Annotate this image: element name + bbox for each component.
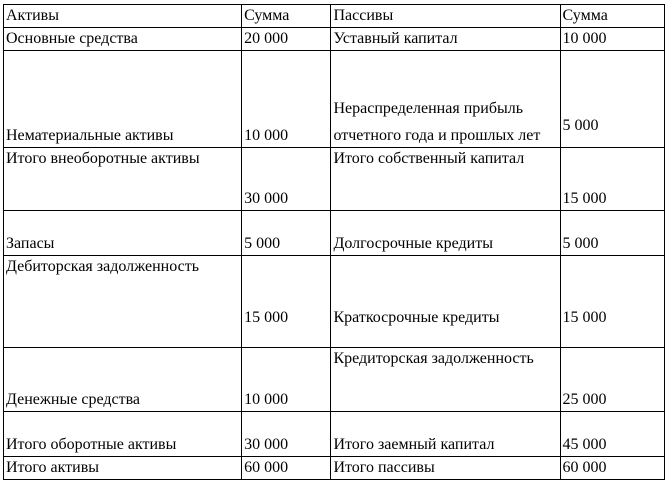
table-row: [4, 457, 665, 480]
asset-label: Итого оборотные активы: [4, 412, 242, 457]
liability-label-line1: Нераспределенная прибыль: [333, 100, 523, 117]
liability-label: Кредиторская задолженность: [331, 348, 560, 412]
table-row: [4, 51, 665, 148]
asset-label: Запасы: [4, 211, 242, 256]
header-assets-sum: Сумма: [242, 5, 331, 28]
liability-label: Краткосрочные кредиты: [331, 256, 560, 348]
asset-sum: 30 000: [242, 148, 331, 211]
asset-label: Денежные средства: [4, 348, 242, 412]
header-assets: Активы: [4, 5, 242, 28]
table-row: [4, 148, 665, 211]
asset-sum: 10 000: [242, 348, 331, 412]
liability-sum: 15 000: [560, 148, 665, 211]
liability-sum: 60 000: [560, 457, 665, 480]
liability-label: Итого заемный капитал: [331, 412, 560, 457]
table-row: [4, 412, 665, 457]
asset-label: Итого внеоборотные активы: [4, 148, 242, 211]
liability-label: [331, 51, 560, 148]
asset-sum: 60 000: [242, 457, 331, 480]
liability-sum: 10 000: [560, 28, 665, 51]
liability-sum: 15 000: [560, 256, 665, 348]
balance-sheet-table: [3, 4, 665, 480]
asset-sum: 20 000: [242, 28, 331, 51]
asset-sum: 10 000: [242, 51, 331, 148]
liability-sum: 25 000: [560, 348, 665, 412]
asset-label: Итого активы: [4, 457, 242, 480]
liability-label: Долгосрочные кредиты: [331, 211, 560, 256]
asset-label: Дебиторская задолженность: [4, 256, 242, 348]
liability-label: Итого собственный капитал: [331, 148, 560, 211]
liability-sum: 45 000: [560, 412, 665, 457]
asset-sum: 30 000: [242, 412, 331, 457]
liability-label: Итого пассивы: [331, 457, 560, 480]
table-row: [4, 28, 665, 51]
table-row: [4, 256, 665, 348]
table-row: [4, 348, 665, 412]
table-row: [4, 211, 665, 256]
asset-label: Основные средства: [4, 28, 242, 51]
asset-sum: 5 000: [242, 211, 331, 256]
asset-label-text: Нематериальные активы: [6, 127, 174, 144]
liability-label: Уставный капитал: [331, 28, 560, 51]
header-liabilities-sum: Сумма: [560, 5, 665, 28]
asset-sum: 15 000: [242, 256, 331, 348]
asset-label: [4, 51, 242, 148]
liability-sum: 5 000: [560, 51, 665, 148]
table-header-row: [4, 5, 665, 28]
header-liabilities: Пассивы: [331, 5, 560, 28]
liability-sum: 5 000: [560, 211, 665, 256]
liability-label-line2: отчетного года и прошлых лет: [333, 127, 541, 144]
